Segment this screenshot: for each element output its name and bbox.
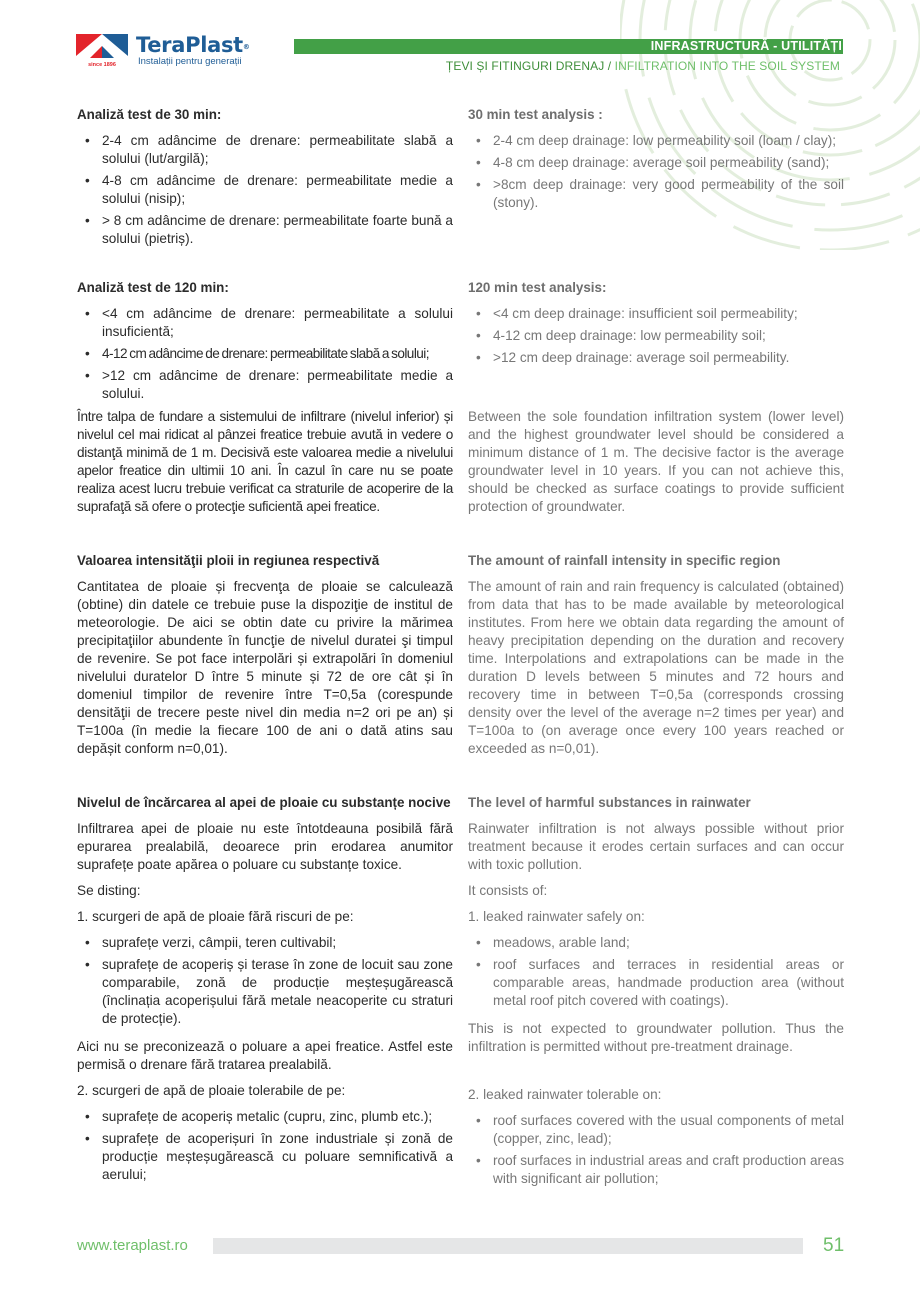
list-safe-runoff (77, 934, 453, 1032)
heading-harmful-substances: Nivelul de încărcarea al apei de ploaie cu substanțe nocive (77, 795, 451, 810)
website-link[interactable]: www.teraplast.ro (77, 1237, 188, 1254)
list-item: • >12 cm adâncime de drenare: permeabilitate medie a solului. (77, 367, 453, 403)
paragraph-no-pollution-note: Aici nu se preconizează o poluare a apei freatice. Astfel este permisă o drenare fără tratarea prealabilă. (77, 1039, 453, 1072)
page-number: 51 (823, 1235, 845, 1256)
list-item: • suprafețe de acoperiș metalic (cupru, zinc, plumb etc.); (77, 1108, 453, 1126)
footer-bar (213, 1238, 803, 1254)
list-item: • meadows, arable land; (468, 934, 844, 952)
list-item: • 4-12 cm adâncime de drenare: permeabilitate slabă a solului; (77, 345, 453, 363)
list-safe-runoff (468, 934, 844, 1014)
list2-title: 2. scurgeri de apă de ploaie tolerabile de pe: (77, 1083, 346, 1098)
list-item: • roof surfaces covered with the usual components of metal (copper, zinc, lead); (468, 1112, 844, 1148)
brand-tagline: Instalații pentru generații (138, 56, 242, 67)
section-category: INFRASTRUCTURĂ - UTILITĂȚI (650, 39, 842, 53)
list-test-30 (468, 132, 844, 216)
svg-text:since 1896: since 1896 (88, 62, 116, 68)
heading-test-120: Analiză test de 120 min: (77, 280, 229, 295)
list-item: • 2-4 cm adâncime de drenare: permeabilitate slabă a solului (lut/argilă); (77, 132, 453, 168)
paragraph-harmful-intro: Rainwater infiltration is not always possible without prior treatment because it erodes certain surfaces and can occur with toxic pollution. (468, 821, 844, 872)
section-subtitle: ȚEVI ȘI FITINGURI DRENAJ / INFILTRATION INTO THE SOIL SYSTEM (445, 59, 840, 73)
heading-test-120: 120 min test analysis: (468, 280, 607, 295)
list-item: • >8cm deep drainage: very good permeability of the soil (stony). (468, 176, 844, 212)
list-tolerable-runoff (468, 1112, 844, 1192)
list-tolerable-runoff (77, 1108, 453, 1188)
roof-logo-icon (76, 34, 128, 68)
list-item: • 2-4 cm deep drainage: low permeability soil (loam / clay); (468, 132, 844, 150)
list-item: • suprafețe de acoperișuri în zone industriale și zonă de producție meșteșugărească cu poluare semnificativă a aerului; (77, 1130, 453, 1184)
list-item: • 4-8 cm deep drainage: average soil permeability (sand); (468, 154, 844, 172)
heading-test-30: 30 min test analysis : (468, 107, 603, 122)
paragraph-harmful-intro: Infiltrarea apei de ploaie nu este întotdeauna posibilă fără epurarea prealabilă, deoarece prin erodarea anumitor suprafețe poate apărea o poluare cu substanțe toxice. (77, 821, 453, 872)
list-test-120 (468, 305, 844, 371)
list-item: • roof surfaces in industrial areas and craft production areas with significant air pollution; (468, 1152, 844, 1188)
list-item: • >12 cm deep drainage: average soil permeability. (468, 349, 844, 367)
list1-title: 1. leaked rainwater safely on: (468, 909, 645, 924)
heading-rain-intensity: The amount of rainfall intensity in specific region (468, 553, 781, 568)
list-test-120 (77, 305, 453, 407)
paragraph-groundwater: Între talpa de fundare a sistemului de infiltrare (nivelul inferior) și nivelul cel mai ridicat al pânzei freatice trebuie avută in vedere o distanţă minimă de 1 m. Decisivă este valoarea medie a nivelului apelor freatice din ultimii 10 ani. În cazul în care nu se poate realiza acest lucru trebuie verificat ca straturile de acoperire de la suprafaţă să ofere o protecţie suficientă apei freatice. (77, 409, 453, 514)
text-distinguish: Se disting: (77, 883, 141, 898)
list-test-30 (77, 132, 453, 252)
list-item: • roof surfaces and terraces in residential areas or comparable areas, handmade production area (without metal roof pitch covered with coatings). (468, 956, 844, 1010)
list-item: • suprafețe de acoperiș și terase în zone de locuit sau zone comparabile, zonă de producție meșteșugărească (înclinația acoperișului fără metale neacoperite cu straturi de protecție). (77, 956, 453, 1028)
list2-title: 2. leaked rainwater tolerable on: (468, 1087, 662, 1102)
brand-name: TeraPlast® (136, 33, 250, 57)
teraplast-logo (76, 34, 250, 68)
list-item: • suprafețe verzi, câmpii, teren cultivabil; (77, 934, 453, 952)
list-item: • <4 cm adâncime de drenare: permeabilitate a solului insuficientă; (77, 305, 453, 341)
paragraph-groundwater: Between the sole foundation infiltration system (lower level) and the highest groundwater level should be considered a minimum distance of 1 m. The decisive factor is the average groundwater level in 10 years. If you can not achieve this, should be checked as surface coatings to provide sufficient protection of groundwater. (468, 409, 844, 514)
paragraph-rain-intensity: Cantitatea de ploaie și frecvenţa de ploaie se calculează (obtine) din datele ce trebuie puse la dispoziţie de institul de meteorologie. De aici se obtin date cu privire la mărimea precipitaţiilor abundente în funcţie de nivelul duratei şi timpul de revenire. Se pot face interpolări și extrapolări în domeniul nivelului duratelor D între 5 minute și 72 de ore cât și în domeniul timpilor de revenire între T=0,5a (corespunde densităţii de trecere peste nivel din media n=2 ori pe an) și T=100a (în medie la fiecare 100 de ani o dată atins sau depășit conform n=0,01). (77, 579, 453, 756)
paragraph-no-pollution-note: This is not expected to groundwater pollution. Thus the infiltration is permitted without pre-treatment drainage. (468, 1021, 844, 1054)
list-item: • <4 cm deep drainage: insufficient soil permeability; (468, 305, 844, 323)
heading-test-30: Analiză test de 30 min: (77, 107, 222, 122)
heading-rain-intensity: Valoarea intensităţii ploii in regiunea respectivă (77, 553, 380, 568)
heading-harmful-substances: The level of harmful substances in rainwater (468, 795, 751, 810)
paragraph-rain-intensity: The amount of rain and rain frequency is calculated (obtained) from data that has to be made available by meteorological institutes. From here we obtain data regarding the amount of heavy precipitation depending on the duration and recovery time. Interpolations and extrapolations can be made in the duration D levels between 5 minutes and 72 hours and recovery time in between T=0,5a (corresponds crossing density over the level of the average n=2 times per year) and T=100a to (on average once every 100 years reached or exceeded as n=0,01). (468, 579, 844, 756)
list-item: • 4-12 cm deep drainage: low permeability soil; (468, 327, 844, 345)
list-item: • > 8 cm adâncime de drenare: permeabilitate foarte bună a solului (pietriș). (77, 212, 453, 248)
list1-title: 1. scurgeri de apă de ploaie fără riscuri de pe: (77, 909, 354, 924)
text-distinguish: It consists of: (468, 883, 548, 898)
list-item: • 4-8 cm adâncime de drenare: permeabilitate medie a solului (nisip); (77, 172, 453, 208)
